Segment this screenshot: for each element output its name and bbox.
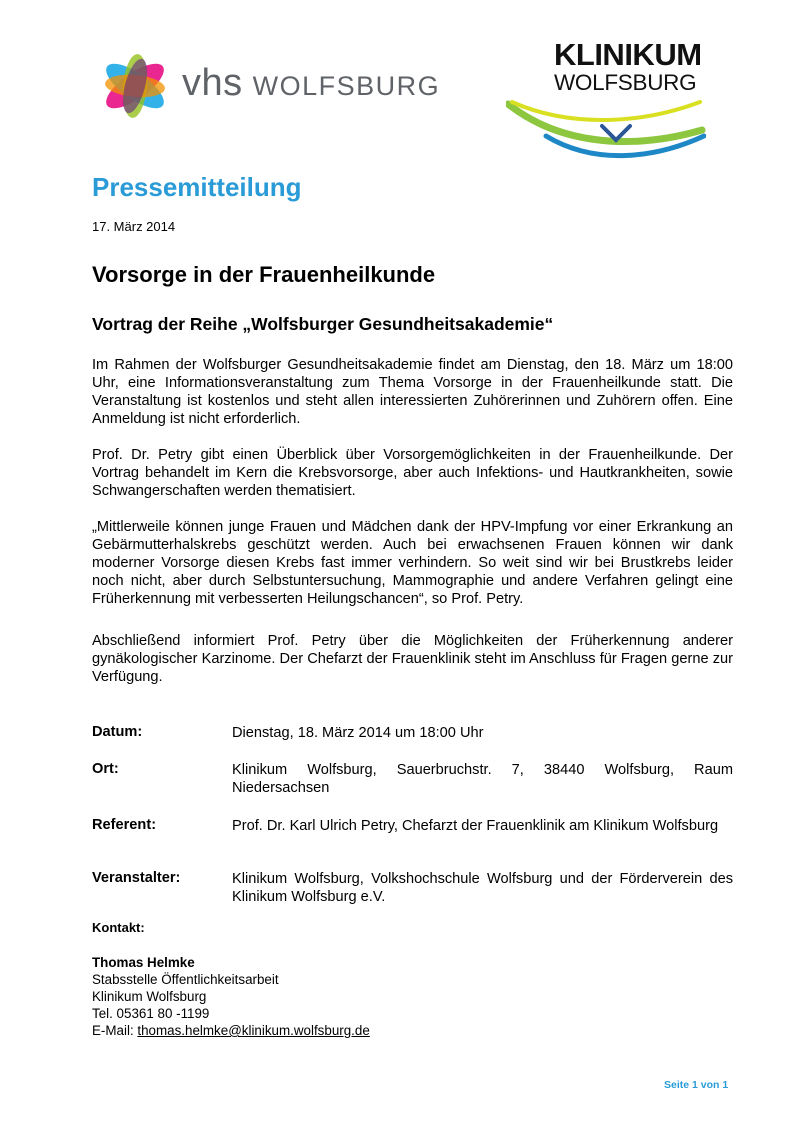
detail-value-referent: Prof. Dr. Karl Ulrich Petry, Chefarzt der Frauenklinik am Klinikum Wolfsburg <box>232 818 719 834</box>
detail-label-ort: Ort: <box>92 761 119 777</box>
contact-phone: Tel. 05361 80 -1199 <box>92 1006 210 1021</box>
article-title: Vorsorge in der Frauenheilkunde <box>92 262 436 287</box>
klinikum-wolfsburg-logo <box>506 38 706 163</box>
detail-label-datum: Datum: <box>92 724 143 740</box>
contact-organization: Klinikum Wolfsburg <box>92 989 207 1004</box>
contact-block <box>92 954 370 1039</box>
klinikum-swoosh-icon <box>506 96 706 162</box>
paragraph-quote: „Mittlerweile können junge Frauen und Mädchen dank der HPV-Impfung vor einer Erkrankung an Gebärmutterhalskrebs geschützt werden. Auch bei erwachsenen Frauen können wir dank moderner Vorsorge diesen Krebs fast immer verhindern. So weit sind wir bei Brustkrebs leider noch nicht, aber durch Selbstuntersuchung, Mammographie und andere Verfahren gelingt eine Früherkennung mit verbesserten Heilungschancen“, so Prof. Petry. <box>92 519 733 607</box>
contact-name: Thomas Helmke <box>92 955 195 970</box>
contact-email-prefix: E-Mail: <box>92 1023 138 1038</box>
vhs-wolfsburg-logo <box>92 46 441 126</box>
detail-label-referent: Referent: <box>92 817 157 833</box>
klinikum-logo-title: KLINIKUM <box>554 37 702 72</box>
klinikum-logo-subtitle: WOLFSBURG <box>554 70 697 95</box>
paragraph-overview: Prof. Dr. Petry gibt einen Überblick über Vorsorgemöglichkeiten in der Frauenheilkunde. Der Vortrag behandelt im Kern die Krebsvorsorge, aber auch Infektions- und Hautkrankheiten, sowie Schwangerschaften werden thematisiert. <box>92 447 733 499</box>
paragraph-intro: Im Rahmen der Wolfsburger Gesundheitsakademie findet am Dienstag, den 18. März um 18:00 Uhr, eine Informationsveranstaltung zum Thema Vorsorge in der Frauenheilkunde statt. Die Veranstaltung ist kostenlos und steht allen interessierten Zuhörerinnen und Zuhörern offen. Eine Anmeldung ist nicht erforderlich. <box>92 357 733 427</box>
article-subtitle: Vortrag der Reihe „Wolfsburger Gesundheitsakademie“ <box>92 314 554 334</box>
detail-label-veranstalter: Veranstalter: <box>92 870 181 886</box>
paragraph-closing: Abschließend informiert Prof. Petry über die Möglichkeiten der Früherkennung anderer gynäkologischer Karzinome. Der Chefarzt der Frauenklinik steht im Anschluss für Fragen gerne zur Verfügung. <box>92 633 733 685</box>
contact-email-link[interactable]: thomas.helmke@klinikum.wolfsburg.de <box>137 1023 370 1038</box>
vhs-logo-city: WOLFSBURG <box>252 71 441 101</box>
release-date: 17. März 2014 <box>92 219 176 234</box>
contact-heading: Kontakt: <box>92 920 145 935</box>
contact-email-line <box>92 1022 370 1039</box>
detail-value-datum: Dienstag, 18. März 2014 um 18:00 Uhr <box>232 725 484 741</box>
vhs-flower-icon <box>92 46 178 126</box>
detail-value-veranstalter: Klinikum Wolfsburg, Volkshochschule Wolfsburg und der Förderverein des Klinikum Wolfsburg e.V. <box>232 871 733 905</box>
detail-value-ort: Klinikum Wolfsburg, Sauerbruchstr. 7, 38440 Wolfsburg, Raum Niedersachsen <box>232 762 733 796</box>
vhs-logo-text <box>182 62 440 105</box>
page-title: Pressemitteilung <box>92 172 302 202</box>
page-number: Seite 1 von 1 <box>664 1079 729 1091</box>
vhs-logo-brand: vhs <box>182 62 243 104</box>
contact-role: Stabsstelle Öffentlichkeitsarbeit <box>92 972 279 987</box>
